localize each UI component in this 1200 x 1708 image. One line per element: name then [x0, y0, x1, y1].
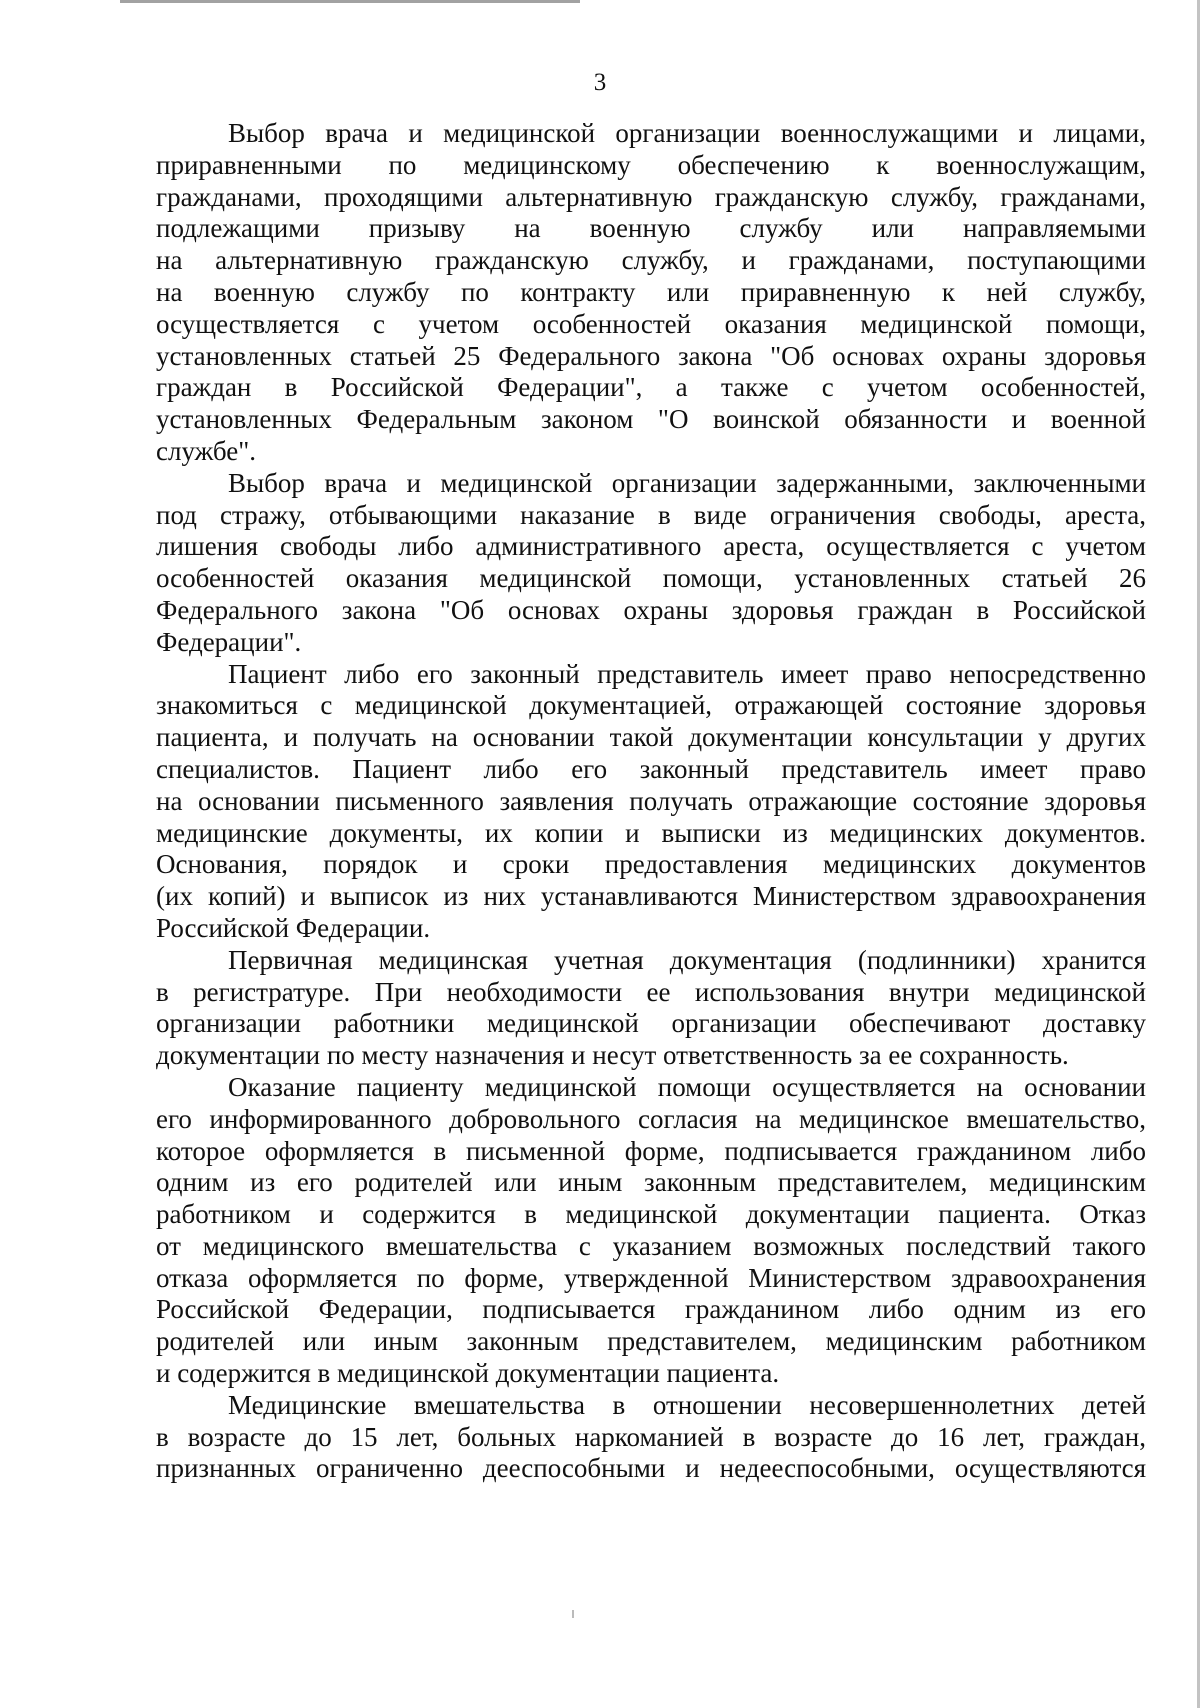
- text-line: Выбор врача и медицинской организации военнослужащими и лицами,: [228, 118, 1146, 148]
- text-line: специалистов. Пациент либо его законный представитель имеет право: [156, 753, 1146, 784]
- text-line: установленных статьей 25 Федерального закона "Об основах охраны здоровья: [156, 340, 1146, 371]
- text-line: приравненными по медицинскому обеспечению к военнослужащим,: [156, 149, 1146, 180]
- text-line: на альтернативную гражданскую службу, и гражданами, поступающими: [156, 245, 1146, 276]
- text-line: Федерального закона "Об основах охраны здоровья граждан в Российской: [156, 594, 1146, 625]
- scan-artifact: [572, 1610, 574, 1618]
- text-line: документации по месту назначения и несут ответственность за ее сохранность.: [156, 1040, 1069, 1071]
- text-line: осуществляется с учетом особенностей оказания медицинской помощи,: [156, 308, 1146, 339]
- text-line: Выбор врача и медицинской организации задержанными, заключенными: [228, 467, 1146, 498]
- text-line: отказа оформляется по форме, утвержденной Министерством здравоохранения: [156, 1262, 1146, 1293]
- paragraph: [156, 1072, 1146, 1390]
- text-line: знакомиться с медицинской документацией, отражающей состояние здоровья: [156, 690, 1146, 721]
- text-line: гражданами, проходящими альтернативную гражданскую службу, гражданами,: [156, 181, 1146, 212]
- text-line: Российской Федерации.: [156, 912, 431, 943]
- paragraph: [156, 468, 1146, 659]
- text-line: Федерации".: [156, 626, 302, 657]
- text-line: одним из его родителей или иным законным представителем, медицинским: [156, 1167, 1146, 1198]
- paragraph: [156, 118, 1146, 468]
- page-number: 3: [593, 69, 607, 96]
- text-line: работником и содержится в медицинской документации пациента. Отказ: [156, 1199, 1146, 1230]
- paragraph: [156, 945, 1146, 1072]
- text-line: от медицинского вмешательства с указанием возможных последствий такого: [156, 1230, 1146, 1261]
- text-line: Пациент либо его законный представитель имеет право непосредственно: [228, 658, 1146, 689]
- text-line: граждан в Российской Федерации", а также с учетом особенностей,: [156, 372, 1146, 403]
- text-line: родителей или иным законным представителем, медицинским работником: [156, 1326, 1146, 1357]
- text-line: Оказание пациенту медицинской помощи осуществляется на основании: [228, 1071, 1146, 1102]
- text-line: и содержится в медицинской документации пациента.: [156, 1358, 780, 1389]
- text-line: особенностей оказания медицинской помощи, установленных статьей 26: [156, 563, 1146, 594]
- text-line: организации работники медицинской организации обеспечивают доставку: [156, 1008, 1146, 1039]
- text-line: признанных ограниченно дееспособными и недееспособными, осуществляются: [156, 1453, 1146, 1484]
- text-line: Первичная медицинская учетная документация (подлинники) хранится: [228, 944, 1146, 975]
- paragraph: [156, 659, 1146, 945]
- text-line: в регистратуре. При необходимости ее использования внутри медицинской: [156, 976, 1146, 1007]
- text-line: подлежащими призыву на военную службу или направляемыми: [156, 213, 1146, 244]
- text-line: лишения свободы либо административного ареста, осуществляется с учетом: [156, 531, 1146, 562]
- text-line: медицинские документы, их копии и выписки из медицинских документов.: [156, 817, 1146, 848]
- text-line: его информированного добровольного согласия на медицинское вмешательство,: [156, 1103, 1146, 1134]
- text-line: пациента, и получать на основании такой документации консультации у других: [156, 722, 1146, 753]
- text-line: на военную службу по контракту или приравненную к ней службу,: [156, 276, 1146, 307]
- text-line: Основания, порядок и сроки предоставления медицинских документов: [156, 849, 1146, 880]
- text-line: службе".: [156, 435, 257, 466]
- text-line: Российской Федерации, подписывается гражданином либо одним из его: [156, 1294, 1146, 1325]
- text-line: в возрасте до 15 лет, больных наркоманией в возрасте до 16 лет, граждан,: [156, 1421, 1146, 1452]
- text-line: под стражу, отбывающими наказание в виде ограничения свободы, ареста,: [156, 499, 1146, 530]
- text-line: которое оформляется в письменной форме, подписывается гражданином либо: [156, 1135, 1146, 1166]
- text-line: Медицинские вмешательства в отношении несовершеннолетних детей: [228, 1389, 1146, 1420]
- text-line: (их копий) и выписок из них устанавливаются Министерством здравоохранения: [156, 881, 1146, 912]
- document-body: [156, 118, 1146, 1485]
- scan-edge-top: [120, 0, 580, 3]
- text-line: установленных Федеральным законом "О воинской обязанности и военной: [156, 404, 1146, 435]
- paragraph: [156, 1390, 1146, 1485]
- text-line: на основании письменного заявления получать отражающие состояние здоровья: [156, 785, 1146, 816]
